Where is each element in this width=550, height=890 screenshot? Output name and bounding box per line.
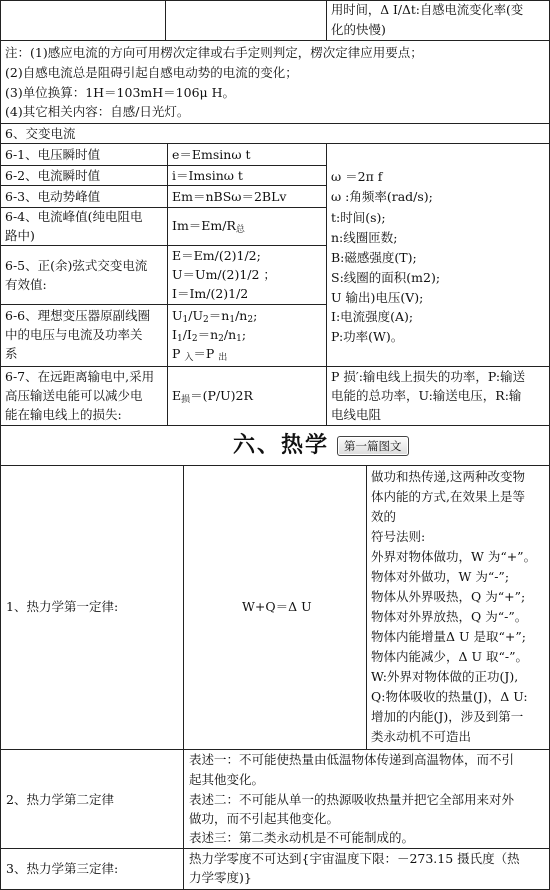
- f-part: P: [172, 346, 185, 361]
- ac-row-formula: E＝Em/(2)1/2;: [172, 248, 261, 263]
- ac-row-formula: e＝Emsinω t: [172, 147, 251, 162]
- ac-row-name: 6-3、电动势峰值: [5, 189, 101, 204]
- f-part: /U: [188, 308, 204, 323]
- f-part: /n: [235, 308, 248, 323]
- ac-row-name: 路中): [5, 228, 35, 243]
- ac-row-name: 中的电压与电流及功率关: [5, 327, 143, 342]
- note-line: (4)其它相关内容：自感/日光灯。: [5, 104, 190, 119]
- law-statement-line: 表述二：不可能从单一的热源吸收热量并把它全部用来对外: [189, 792, 515, 807]
- loss-note-line: P 损′:输电线上损失的功率，P:输送: [331, 369, 526, 384]
- ac-row-name: 6-2、电流瞬时值: [5, 168, 101, 183]
- note-line: (2)自感电流总是阻碍引起自感电动势的电流的变化；: [5, 65, 298, 80]
- f-sub: 2: [203, 315, 209, 325]
- ac-row-formula: [172, 216, 245, 235]
- f-part: U: [172, 308, 183, 323]
- ac-row-formula: [172, 325, 246, 344]
- symbol-line: ω ＝2π f: [331, 169, 383, 184]
- ac-row-formula: U＝Um/(2)1/2 ；: [172, 267, 276, 282]
- ac-row-name: 6-1、电压瞬时值: [5, 147, 101, 162]
- law-note-line: 效的: [371, 509, 397, 524]
- law-note-line: 增加的内能(J)，涉及到第一: [371, 709, 524, 724]
- f-part: /n: [223, 327, 237, 342]
- formula-main: Im＝Em/R: [172, 218, 236, 233]
- law-name: 1、热力学第一定律:: [6, 599, 119, 614]
- law-note-line: 物体从外界吸热，Q 为“+”;: [371, 589, 526, 604]
- thermo-section-title: 六、热学: [233, 433, 330, 458]
- ac-row-name: 6-6、理想变压器原副线圈: [5, 308, 151, 323]
- note-line: 注：(1)感应电流的方向可用楞次定律或右手定则判定，楞次定律应用要点；: [5, 45, 423, 60]
- top-row-text-line: 用时间，Δ Ι/Δt:自感电流变化率(变: [331, 3, 524, 17]
- ac-section-title: 6、交变电流: [5, 126, 76, 141]
- law-note-line: 物体内能减少，Δ U 取“-”。: [371, 649, 529, 664]
- law-formula: W+Q＝Δ U: [242, 599, 312, 614]
- article-link-badge[interactable]: 第一篇图文: [337, 436, 409, 456]
- symbol-line: B:磁感强度(T);: [331, 250, 417, 265]
- law-note-line: 做功和热传递,这两种改变物: [371, 469, 525, 484]
- f-sub: 1: [182, 315, 189, 325]
- law-statement-line: 力学零度)}: [189, 870, 252, 885]
- ac-row-name: 6-4、电流峰值(纯电阻电: [5, 209, 143, 224]
- law-name: 3、热力学第三定律:: [6, 861, 119, 876]
- law-statement-line: 做功，而不引起其他变化。: [189, 811, 340, 826]
- f-sub: 1: [176, 334, 183, 344]
- law-statement-line: 热力学零度不可达到{宇宙温度下限：－273.15 摄氏度（热: [189, 851, 520, 866]
- symbol-line: U 输出)电压(V);: [331, 290, 424, 305]
- note-line: (3)单位换算：1H＝103mH＝106μ H。: [5, 85, 236, 100]
- ac-row-name: 系: [5, 346, 18, 361]
- symbol-line: I:电流强度(A);: [331, 309, 414, 324]
- symbol-line: ω :角频率(rad/s);: [331, 189, 433, 204]
- symbol-line: P:功率(W)。: [331, 329, 404, 344]
- law-statement-line: 表述三：第二类永动机是不可能制成的。: [189, 830, 415, 845]
- law-statement-line: 表述一：不可能使热量由低温物体传递到高温物体，而不引: [189, 752, 515, 767]
- formula-subscript: 损: [181, 395, 191, 405]
- f-sub: 2: [218, 334, 224, 344]
- ac-row-name: 6-7、在远距离输电中,采用: [5, 369, 155, 384]
- law-name: 2、热力学第二定律: [6, 792, 114, 807]
- f-part: ;: [253, 308, 258, 323]
- formula-subscript: 总: [235, 225, 245, 235]
- ac-row-formula: [172, 306, 257, 325]
- law-note-line: W:外界对物体做的正功(J),: [371, 669, 519, 684]
- f-part: ＝P: [193, 346, 219, 361]
- law-note-line: 外界对物体做功，W 为“+”。: [371, 549, 537, 564]
- f-part: I: [172, 327, 177, 342]
- ac-row-formula: Em＝nBSω＝2BLv: [172, 189, 287, 204]
- ac-row-formula: I＝Im/(2)1/2: [172, 286, 249, 301]
- law-note-line: 类永动机不可造出: [371, 729, 472, 744]
- ac-row-formula: i＝Imsinω t: [172, 168, 243, 183]
- f-part: /I: [182, 327, 192, 342]
- law-note-line: 物体对外做功，W 为“-”;: [371, 569, 510, 584]
- law-note-line: 物体内能增量Δ U 是取“+”;: [371, 629, 526, 644]
- law-note-line: 物体对外界放热，Q 为“-”。: [371, 609, 528, 624]
- symbol-line: S:线圈的面积(m2);: [331, 270, 441, 285]
- f-part: ;: [241, 327, 247, 342]
- formula-main: E: [172, 388, 182, 403]
- f-sub: 出: [218, 353, 228, 363]
- f-part: ＝n: [208, 308, 230, 323]
- loss-note-line: 电能的总功率，U:输送电压，R:输: [331, 388, 522, 403]
- f-sub: 1: [236, 334, 242, 344]
- f-part: ＝n: [197, 327, 219, 342]
- symbol-line: n:线圈匝数;: [331, 230, 398, 245]
- f-sub: 2: [247, 315, 254, 325]
- law-note-line: 符号法则:: [371, 529, 426, 544]
- f-sub: 1: [229, 315, 236, 325]
- ac-row-formula: [172, 344, 227, 363]
- ac-row-name: 有效值:: [5, 277, 47, 292]
- symbol-line: t:时间(s);: [331, 210, 386, 225]
- f-sub: 入: [184, 353, 194, 363]
- law-note-line: Q:物体吸收的热量(J)，Δ U:: [371, 689, 528, 704]
- top-row-text-line: 化的快慢): [331, 22, 386, 37]
- ac-row-name: 6-5、正(余)弦式交变电流: [5, 258, 148, 273]
- formula-rest: ＝(P/U)2R: [190, 388, 253, 403]
- loss-note-line: 电线电阻: [331, 407, 382, 422]
- law-note-line: 体内能的方式,在效果上是等: [371, 489, 525, 504]
- ac-row-name: 能在输电线上的损失:: [5, 407, 122, 422]
- f-sub: 2: [191, 334, 198, 344]
- ac-row-name: 高压输送电能可以减少电: [5, 388, 143, 403]
- law-statement-line: 起其他变化。: [189, 772, 265, 787]
- ac-row-formula: [172, 386, 253, 405]
